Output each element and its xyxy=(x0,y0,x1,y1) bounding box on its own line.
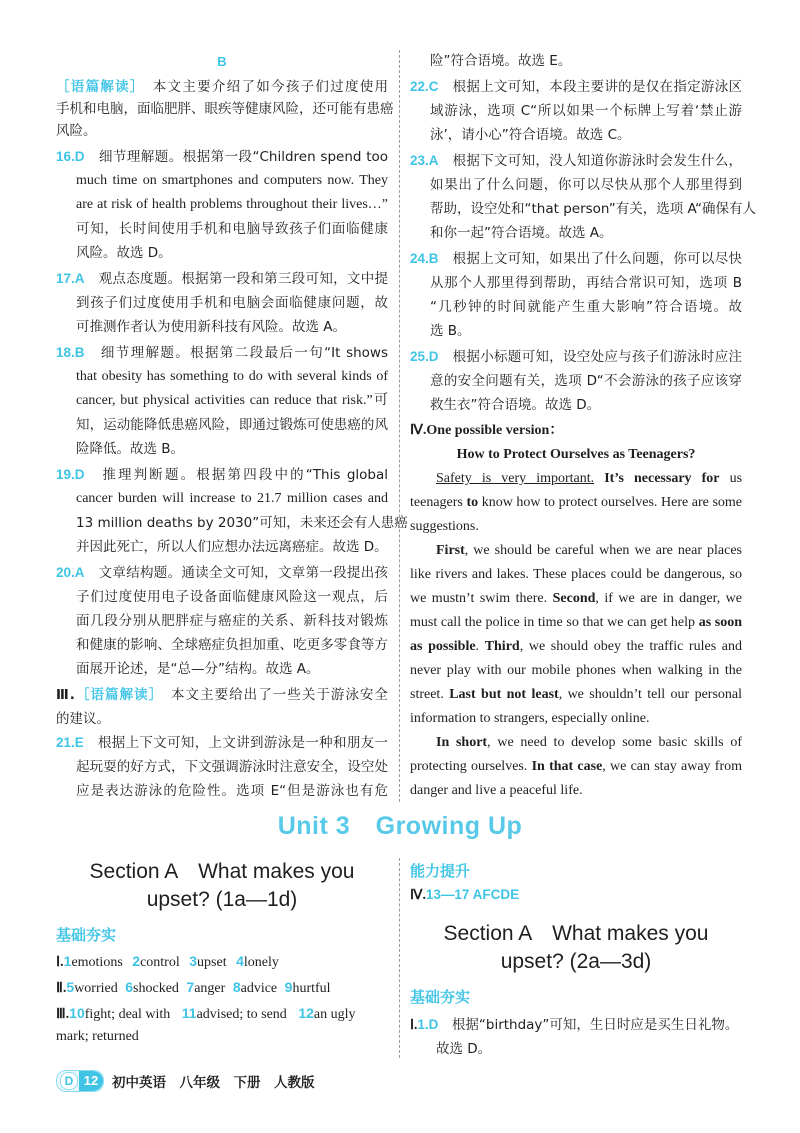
essay-p1-line-3: suggestions. xyxy=(410,519,479,534)
q18-line-3: cancer, but physical activities can reduce that risk.”可 xyxy=(76,393,388,408)
part3-line-1: Ⅲ.［语篇解读］ 本文主要给出了一些关于游泳安全 xyxy=(56,687,389,703)
q20-line-2: 子们过度使用电子设备面临健康风险这一观点，后 xyxy=(76,589,388,605)
q20-line-5: 面展开论述，是“总—分”结构。故选 A。 xyxy=(76,661,320,677)
q1-number: 1.D xyxy=(417,1017,439,1032)
discourse-tag: ［语篇解读］ xyxy=(56,79,138,95)
answers-row-3: Ⅲ.10fight; deal with 11advised; to send 12an ugly xyxy=(56,1005,356,1022)
q23-line-4: 和你一起”符合语境。故选 A。 xyxy=(430,225,613,241)
q23-number: 23.A xyxy=(410,153,439,168)
essay-p1-line-2: teenagers to know how to protect ourselves. Here are some xyxy=(410,495,743,510)
section-letter: B xyxy=(217,54,227,69)
q18-line-2: that obesity has something to do with several kinds of xyxy=(76,369,388,384)
q16-number: 16.D xyxy=(56,149,85,164)
q21-line-3: 应是表达游泳的危险性。选项 E“但是游泳也有危 xyxy=(76,783,388,799)
essay-p3-line-1: In short, we need to develop some basic skills of xyxy=(436,735,742,750)
q20-line-3: 面几段分别从肥胖症与癌症的关系、新科技对锻炼 xyxy=(76,613,388,629)
q19-line-2: cancer burden will increase to 21.7 million cases and xyxy=(76,491,388,506)
essay-p2-line-7: street. Last but not least, we shouldn’t tell our personal xyxy=(410,687,742,702)
q22-line-1: 22.C 根据上文可知，本段主要讲的是仅在指定游泳区 xyxy=(410,79,743,95)
unit-title: Unit 3 Growing Up xyxy=(277,812,523,840)
q22-line-3: 泳’，请小心”符合语境。故选 C。 xyxy=(430,127,631,143)
q19-number: 19.D xyxy=(56,467,85,482)
essay-p2-line-3: we mustn’t swim there. Second, if we are in danger, we xyxy=(410,591,743,606)
q24-number: 24.B xyxy=(410,251,439,266)
q17-line-3: 可推测作者认为使用新科技有风险。故选 A。 xyxy=(76,319,347,335)
q22-number: 22.C xyxy=(410,79,439,94)
essay-p2-line-2: like rivers and lakes. These places could be dangerous, so xyxy=(410,567,742,582)
q1-line-1: Ⅰ.1.D 根据“birthday”可知，生日时应是买生日礼物。 xyxy=(410,1017,739,1033)
q18-number: 18.B xyxy=(56,345,85,360)
q20-number: 20.A xyxy=(56,565,85,580)
q16-line-1: 16.D 细节理解题。根据第一段“Children spend too xyxy=(56,149,389,165)
q21-continuation: 险”符合语境。故选 E。 xyxy=(430,53,572,69)
q16-line-4: 可知，长时间使用手机和电脑导致孩子们面临健康 xyxy=(76,221,388,237)
page-badge-letter: D xyxy=(60,1072,78,1090)
q24-line-3: “几秒钟的时间就能产生重大影响”符合语境。故 xyxy=(430,299,742,315)
q16-line-5: 风险。故选 D。 xyxy=(76,245,172,261)
q25-number: 25.D xyxy=(410,349,439,364)
q19-line-3: 13 million deaths by 2030”可知，未来还会有人患癌 xyxy=(76,515,408,531)
q24-line-4: 选 B。 xyxy=(430,323,471,339)
q23-line-3: 帮助，设空处和“that person”有关，选项 A“确保有人 xyxy=(430,201,757,217)
q20-line-1: 20.A 文章结构题。通读全文可知，文章第一段提出孩 xyxy=(56,565,389,581)
part3-line-2: 的建议。 xyxy=(56,711,110,727)
answers-row-1: Ⅰ.1emotions 2control 3upset 4lonely xyxy=(56,953,279,970)
q25-line-2: 意的安全问题有关，选项 D“不会游泳的孩子应该穿 xyxy=(430,373,742,389)
essay-p2-line-8: information to strangers, especially online. xyxy=(410,711,650,726)
essay-p3-line-2: protecting ourselves. In that case, we can stay away from xyxy=(410,759,742,774)
intro-line-3: 风险。 xyxy=(56,123,97,139)
q17-number: 17.A xyxy=(56,271,85,286)
q23-line-2: 如果出了什么问题，你可以尽快从那个人那里得到 xyxy=(430,177,742,193)
q18-line-5: 险降低。故选 B。 xyxy=(76,441,185,457)
page-badge xyxy=(56,1070,104,1092)
column-divider xyxy=(399,50,400,802)
q22-line-2: 域游泳，选项 C“所以如果一个标牌上写着‘禁止游 xyxy=(430,103,742,119)
essay-title: How to Protect Ourselves as Teenagers? xyxy=(456,447,696,462)
q19-line-4: 并因此死亡，所以人们应想办法远离癌症。故选 D。 xyxy=(76,539,388,555)
intro-line-1: ［语篇解读］ 本文主要介绍了如今孩子们过度使用 xyxy=(56,79,389,95)
q21-line-2: 起玩耍的好方式，下文强调游泳时注意安全，设空处 xyxy=(76,759,388,775)
q16-line-3: are at risk of health problems throughout their lives…” xyxy=(76,197,388,212)
q25-line-1: 25.D 根据小标题可知，设空处应与孩子们游泳时应注 xyxy=(410,349,743,365)
essay-p3-line-3: danger and live a peaceful life. xyxy=(410,783,583,798)
q20-line-4: 和健康的影响、全球癌症负担加重、吃更多零食等方 xyxy=(76,637,388,653)
answers-row-2: Ⅱ.5worried 6shocked 7anger 8advice 9hurtful xyxy=(56,979,331,996)
part4-label: Ⅳ.One possible version： xyxy=(410,423,564,438)
q19-line-1: 19.D 推理判断题。根据第四段中的“This global xyxy=(56,467,389,483)
essay-p2-line-1: First, we should be careful when we are near places xyxy=(436,543,742,558)
column-divider-lower xyxy=(399,858,400,1058)
q23-line-1: 23.A 根据下文可知，没人知道你游泳时会发生什么， xyxy=(410,153,743,169)
basic-heading-right: 基础夯实 xyxy=(410,988,471,1006)
q16-line-2: much time on smartphones and computers now. They xyxy=(76,173,388,188)
discourse-tag-3: ［语篇解读］ xyxy=(74,687,157,703)
q21-line-1: 21.E 根据上下文可知，上文讲到游泳是一种和朋友一 xyxy=(56,735,388,751)
answers-row-4: Ⅳ.13—17 AFCDE xyxy=(410,887,520,902)
footer-book-info: 初中英语 八年级 下册 人教版 xyxy=(112,1075,315,1091)
q18-line-4: 知，运动能降低患癌风险，即通过锻炼可使患癌的风 xyxy=(76,417,388,433)
essay-p2-line-5: as possible. Third, we should obey the traffic rules and xyxy=(410,639,742,654)
intro-line-2: 手机和电脑，面临肥胖、眼疾等健康风险，还可能有患癌 xyxy=(56,101,394,117)
q24-line-2: 从那个人那里得到帮助，再结合常识可知，选项 B xyxy=(430,275,742,291)
section-title-2a-3d: Section A What makes you upset? (2a—3d) xyxy=(443,922,709,973)
section-title-1a-1d: Section A What makes you upset? (1a—1d) xyxy=(89,860,355,911)
essay-p2-line-6: never play with our mobile phones when walking in the xyxy=(410,663,742,678)
essay-p1-line-1: Safety is very important. It’s necessary for us xyxy=(436,471,743,486)
q17-line-2: 到孩子们过度使用手机和电脑会面临健康问题，故 xyxy=(76,295,388,311)
ability-heading: 能力提升 xyxy=(410,862,471,880)
basic-heading-left: 基础夯实 xyxy=(56,926,117,944)
essay-p2-line-4: must call the police in time so that we can get help as soon xyxy=(410,615,743,630)
q25-line-3: 救生衣”符合语境。故选 D。 xyxy=(430,397,601,413)
q18-line-1: 18.B 细节理解题。根据第二段最后一句“It shows xyxy=(56,345,389,361)
q24-line-1: 24.B 根据上文可知，如果出了什么问题，你可以尽快 xyxy=(410,251,743,267)
page-number: 12 xyxy=(79,1071,103,1091)
q1-line-2: 故选 D。 xyxy=(436,1041,492,1057)
q21-number: 21.E xyxy=(56,735,84,750)
q17-line-1: 17.A 观点态度题。根据第一段和第三段可知，文中提 xyxy=(56,271,389,287)
answers-row-3-cont: mark; returned xyxy=(56,1029,139,1044)
